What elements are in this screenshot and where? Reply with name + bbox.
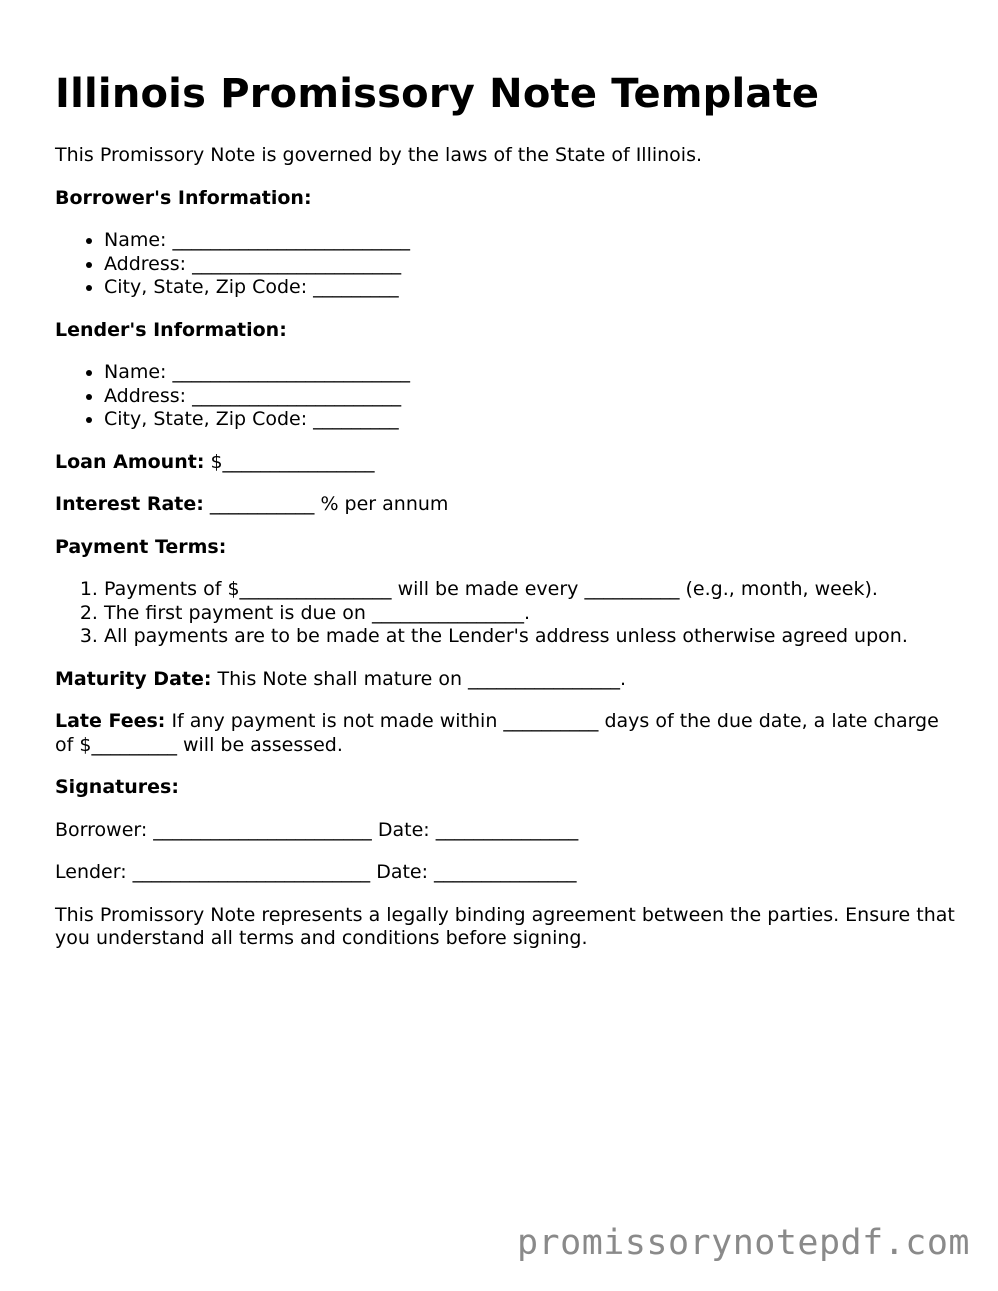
payment-terms-list — [55, 578, 955, 649]
maturity-date-label: Maturity Date: — [55, 667, 212, 690]
borrower-name-field: • Name: _________________________ — [104, 229, 955, 253]
signatures-heading: Signatures: — [55, 776, 179, 798]
lender-heading: Lender's Information: — [55, 318, 287, 341]
lender-address-field: • Address: ______________________ — [104, 385, 955, 409]
lender-city-state-zip-field: • City, State, Zip Code: _________ — [104, 408, 955, 432]
late-fees-text: If any payment is not made within __________ days of the due date, a late charge of $_________ will be assessed. — [55, 710, 939, 756]
interest-rate-line — [55, 493, 955, 517]
payment-terms-heading: Payment Terms: — [55, 535, 227, 558]
borrower-fields-list — [55, 229, 955, 300]
payment-term-item: 3. All payments are to be made at the Lender's address unless otherwise agreed upon. — [104, 625, 955, 649]
payment-term-item: 1. Payments of $________________ will be made every __________ (e.g., month, week). — [104, 578, 955, 602]
borrower-signature-line: Borrower: _______________________ Date: _______________ — [55, 818, 579, 841]
late-fees-line — [55, 710, 955, 757]
maturity-date-line — [55, 668, 955, 692]
document-title: Illinois Promissory Note Template — [55, 71, 820, 117]
lender-signature-line: Lender: _________________________ Date: _______________ — [55, 861, 577, 883]
borrower-city-state-zip-field: • City, State, Zip Code: _________ — [104, 276, 955, 300]
payment-term-item: 2. The first payment is due on ________________. — [104, 602, 955, 626]
interest-rate-value: ___________ % per annum — [209, 493, 449, 515]
loan-amount-label: Loan Amount: — [55, 450, 205, 473]
closing-paragraph: This Promissory Note represents a legally binding agreement between the parties. Ensure that you understand all terms and conditions before signing. — [55, 903, 955, 949]
lender-fields-list — [55, 361, 955, 432]
borrower-address-field: • Address: ______________________ — [104, 253, 955, 277]
document-page — [55, 68, 955, 970]
late-fees-label: Late Fees: — [55, 710, 166, 732]
maturity-date-text: This Note shall mature on ________________. — [217, 667, 627, 690]
loan-amount-line — [55, 451, 955, 475]
loan-amount-value: $________________ — [210, 450, 375, 473]
lender-name-field: • Name: _________________________ — [104, 361, 955, 385]
borrower-heading: Borrower's Information: — [55, 186, 312, 209]
intro-paragraph: This Promissory Note is governed by the laws of the State of Illinois. — [55, 144, 703, 166]
interest-rate-label: Interest Rate: — [55, 493, 204, 515]
watermark-text: promissorynotepdf.com — [516, 1223, 970, 1263]
